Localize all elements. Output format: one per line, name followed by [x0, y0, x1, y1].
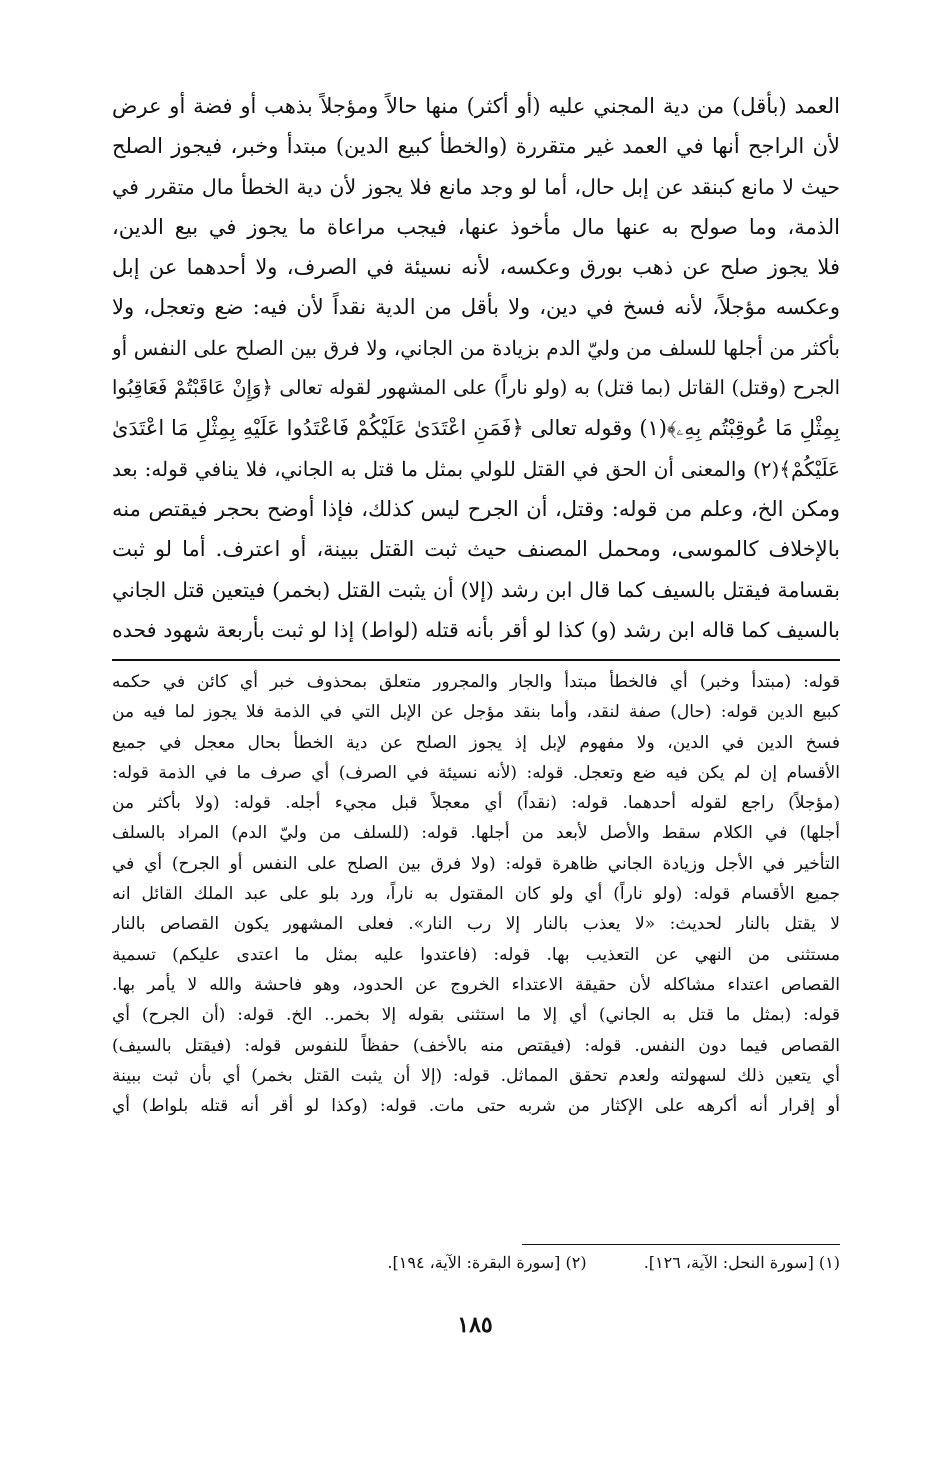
main-text-line: العمد (بأقل) من دية المجني عليه (أو أكثر) منها حالاً ومؤجلاً بذهب أو فضة أو عرض — [112, 94, 840, 118]
commentary-line: مستثنى من النهي عن التعذيب بها. قوله: (فاعتدوا عليه بمثل ما اعتدى عليكم) تسمية — [112, 944, 840, 965]
main-text-line: بِمِثْلِ مَا عُوقِبْتُم بِهِۦ﴾(١) وقوله تعالى ﴿فَمَنِ اعْتَدَىٰ عَلَيْكُمْ فَاعْتَدُوا عَلَيْهِ بِمِثْلِ مَا اعْتَدَىٰ — [112, 416, 840, 441]
footnote-2: (٢) [سورة البقرة: الآية، ١٩٤]. — [387, 1253, 587, 1272]
commentary-line: لا يقتل بالنار لحديث: «لا يعذب بالنار إلا رب النار». فعلى المشهور يكون القصاص بالنار — [112, 914, 840, 935]
main-text-block — [112, 86, 840, 650]
commentary-line: (مؤجلاً) راجع لقوله أحدهما. قوله: (نقداً) أي معجلاً قبل مجيء أجله. قوله: (ولا بأكثر من — [112, 793, 840, 814]
commentary-line: القصاص فيما دون النفس. قوله: (فيقتص منه بالأخف) حفظاً للنفوس قوله: (فيقتل بالسيف) — [112, 1035, 840, 1056]
main-text-line: بالسيف كما قاله ابن رشد (و) كذا لو أقر بأنه قتله (لواط) إذا لو ثبت بأربعة شهود فحده — [112, 617, 840, 642]
page-number: ١٨٥ — [457, 1312, 493, 1338]
commentary-line: كبيع الدين قوله: (حال) صفة لنقد، وأما بنقد مؤجل عن الإبل التي في الذمة فلا يجوز لما فيه من — [112, 702, 840, 723]
commentary-block — [112, 667, 840, 1121]
footnotes — [112, 1250, 840, 1276]
main-text-line: فلا يجوز صلح عن ذهب بورق وعكسه، لأنه نسيئة في الصرف، ولا أحدهما عن إبل — [112, 255, 840, 280]
main-text-line: بالإخلاف كالموسى، ومحمل المصنف حيث ثبت القتل ببينة، أو اعترف. أما لو ثبت — [112, 537, 840, 562]
main-text-line: بقسامة فيقتل بالسيف كما قال ابن رشد (إلا) أن يثبت القتل (بخمر) فيتعين قتل الجاني — [112, 577, 840, 602]
main-text-line: حيث لا مانع كبنقد عن إبل حال، أما لو وجد مانع فلا يجوز لأن دية الخطأ مال متقرر في — [112, 174, 840, 199]
commentary-line: أي يتعين ذلك لسهولته ولعدم تحقق المماثل. قوله: (إلا أن يثبت القتل بخمر) أي بأن ثبت ببينة — [112, 1065, 840, 1086]
main-text-line: الجرح (وقتل) القاتل (بما قتل) به (ولو ناراً) على المشهور لقوله تعالى ﴿وَإِنْ عَاقَبْتُمْ فَعَاقِبُوا — [112, 376, 840, 400]
main-text-line: الذمة، وما صولح به عنها مال مأخوذ عنها، فيجب مراعاة ما يجوز في بيع الدين، — [112, 214, 840, 239]
main-text-line: لأن الراجح أنها في العمد غير متقررة (والخطأ كبيع الدين) مبتدأ وخبر، فيجوز الصلح — [112, 134, 840, 159]
commentary-line: أجلها) في الكلام سقط والأصل لأبعد من أجلها. قوله: (للسلف من وليّ الدم) المراد بالسلف — [112, 823, 840, 844]
commentary-line: جميع الأقسام قوله: (ولو ناراً) أي ولو كان المقتول به ناراً، ورد بلو على عبد الملك القائل انه — [112, 884, 840, 905]
commentary-line: قوله: (مبتدأ وخبر) أي فالخطأ مبتدأ والجار والمجرور متعلق بمحذوف خبر أي كائن في حكمه — [112, 672, 840, 692]
footnote-1: (١) [سورة النحل: الآية، ١٢٦]. — [643, 1253, 840, 1272]
main-text-line: ومكن الخ، وعلم من قوله: وقتل، أن الجرح ليس كذلك، فإذا أوضح بحجر فيقتص منه — [112, 496, 840, 521]
commentary-line: أو إقرار أنه أكرهه على الإكثار من شربه حتى مات. قوله: (وكذا لو أقر أنه قتله بلواط) أي — [112, 1096, 840, 1117]
section-divider — [112, 659, 840, 661]
footnote-rule — [522, 1244, 840, 1245]
main-text-line: عَلَيْكُمْ﴾(٢) والمعنى أن الحق في القتل للولي بمثل ما قتل به الجاني، فلا ينافي قوله: بعد — [112, 456, 840, 481]
commentary-line: التأخير في الأجل وزيادة الجاني ظاهرة قوله: (ولا فرق بين الصلح على النفس أو الجرح) أي في — [112, 853, 840, 874]
commentary-line: القصاص اعتداء مشاكله لأن حقيقة الاعتداء الخروج عن الحدود، وهو فاحشة والله لا يأمر بها. — [112, 974, 840, 995]
commentary-line: فسخ الدين في الدين، ولا مفهوم لإبل إذ يجوز الصلح عن دية الخطأ بحال معجل في جميع — [112, 732, 840, 753]
commentary-line: الأقسام إن لم يكن فيه ضع وتعجل. قوله: (لأنه نسيئة في الصرف) أي صرف ما في الذمة قوله: — [112, 762, 840, 783]
main-text-line: وعكسه مؤجلاً، لأنه فسخ في دين، ولا بأقل من الدية نقداً لأن فيه: ضع وتعجل، ولا — [112, 295, 840, 320]
main-text-line: بأكثر من أجلها للسلف من وليّ الدم بزيادة من الجاني، ولا فرق بين الصلح على النفس أو — [112, 335, 840, 360]
commentary-line: قوله: (بمثل ما قتل به الجاني) أي إلا ما استثنى بقوله إلا بخمر.. الخ. قوله: (أن الجرح) أي — [112, 1005, 840, 1026]
